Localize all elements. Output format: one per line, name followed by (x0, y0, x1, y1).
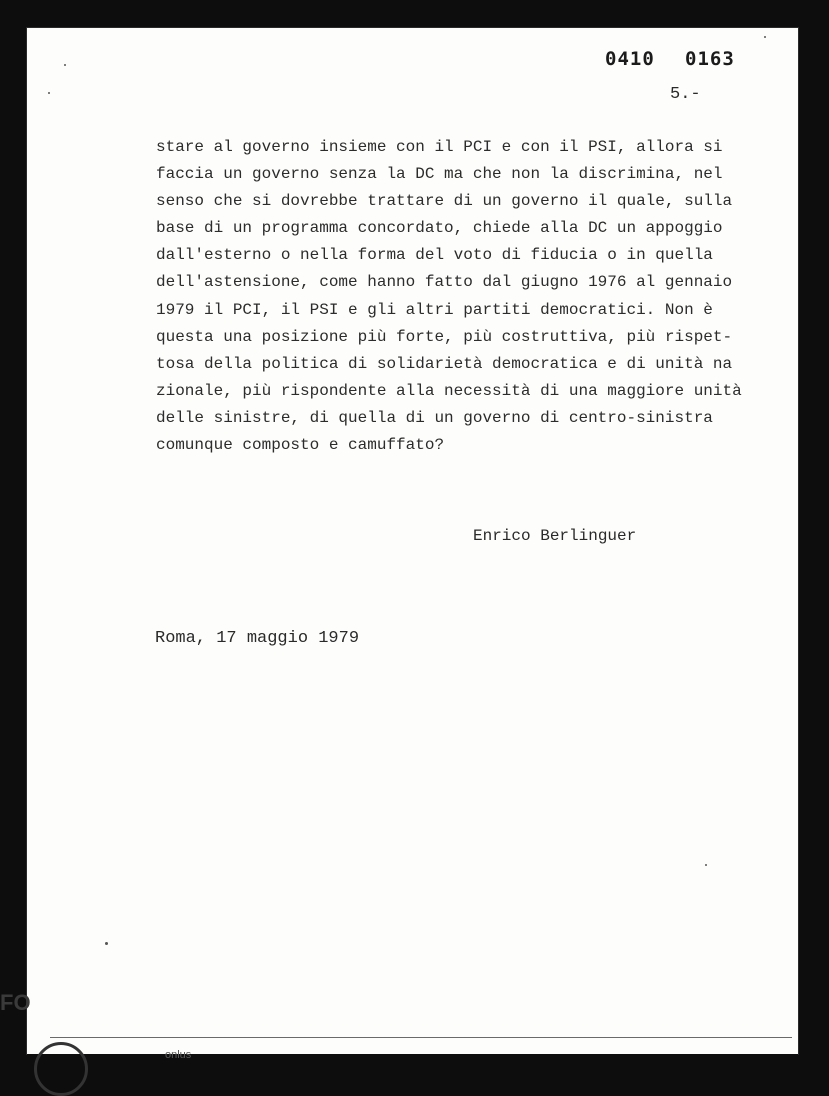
paper-speck (705, 864, 707, 866)
paper-speck (48, 92, 50, 94)
archive-stamp-right: 0163 (685, 48, 735, 70)
body-line: stare al governo insieme con il PCI e con il PSI, allora si (156, 138, 723, 156)
body-line: base di un programma concordato, chiede alla DC un appoggio (156, 219, 723, 238)
edge-logo-text: FO (0, 990, 31, 1015)
body-line: 1979 il PCI, il PSI e gli altri partiti democratici. Non è (156, 300, 713, 319)
paper-speck (105, 942, 108, 945)
body-line: dell'astensione, come hanno fatto dal giugno 1976 al gennaio (156, 273, 733, 292)
paper-speck (764, 36, 766, 38)
page-number: 5.- (670, 85, 701, 104)
archive-stamp-left: 0410 (605, 48, 655, 70)
bottom-rule (50, 1037, 792, 1038)
body-line: tosa della politica di solidarietà democratica e di unità na (156, 354, 733, 373)
body-line: questa una posizione più forte, più costruttiva, più rispet- (156, 327, 733, 346)
edge-logo-icon (34, 1042, 88, 1096)
place-date: Roma, 17 maggio 1979 (155, 629, 360, 648)
scan-border (27, 1054, 798, 1080)
body-line: zionale, più rispondente alla necessità di una maggiore unità (156, 381, 742, 400)
edge-caption: onlus (165, 1049, 192, 1061)
body-line: senso che si dovrebbe trattare di un governo il quale, sulla (156, 192, 733, 211)
body-line: faccia un governo senza la DC ma che non la discrimina, nel (156, 165, 723, 184)
letter-body (156, 134, 756, 459)
paper-speck (64, 64, 66, 66)
signature: Enrico Berlinguer (473, 527, 637, 545)
body-line: dall'esterno o nella forma del voto di fiducia o in quella (156, 246, 713, 265)
body-line: delle sinistre, di quella di un governo di centro-sinistra (156, 408, 713, 427)
body-line: comunque composto e camuffato? (156, 436, 445, 455)
